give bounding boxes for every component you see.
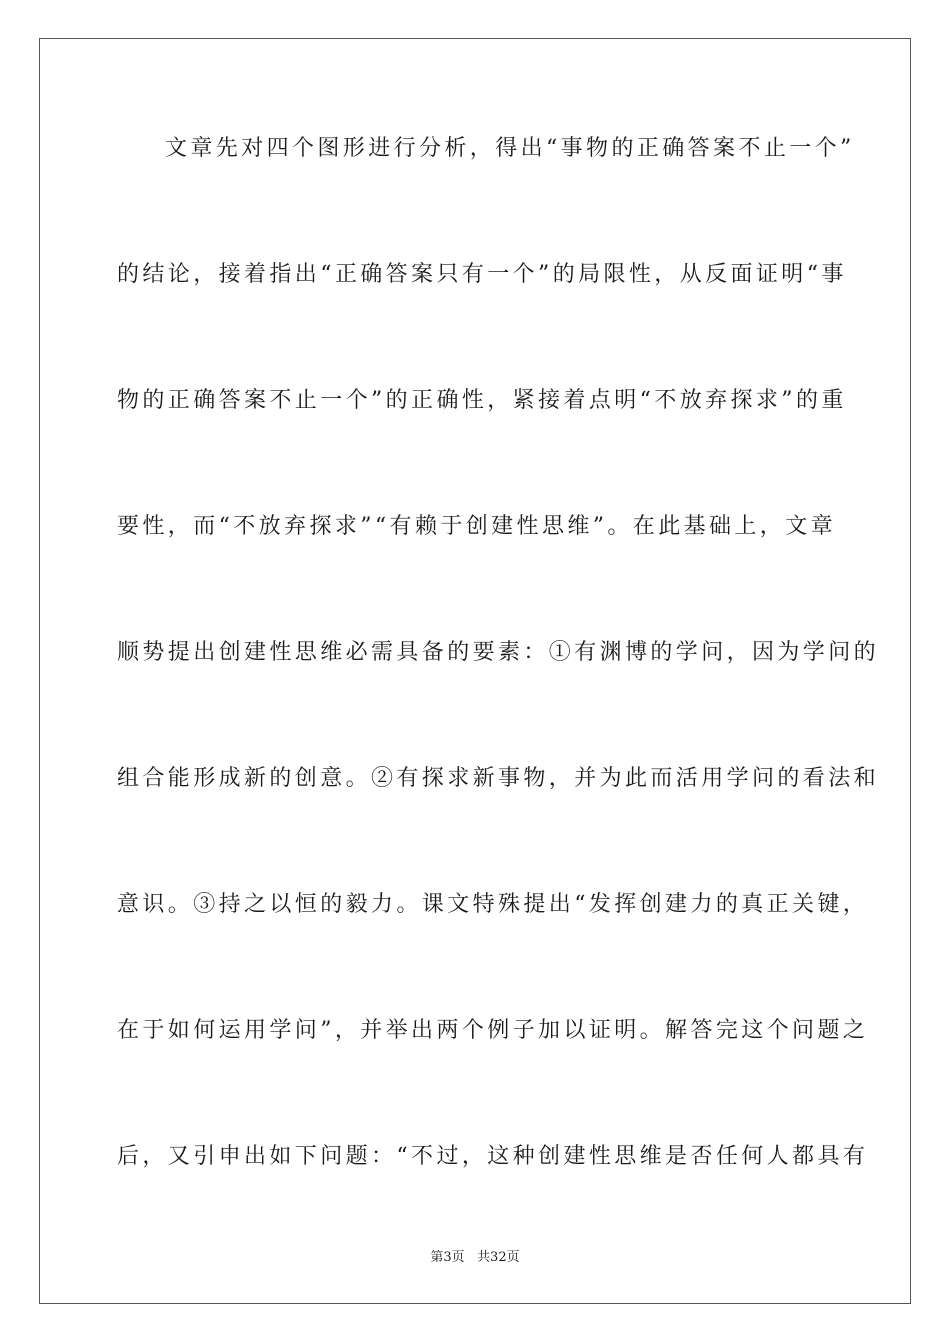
body-paragraph xyxy=(117,128,880,1262)
page-number-footer: 第3页 共32页 xyxy=(430,1250,520,1265)
paragraph-line-5: 顺势提出创建性思维必需具备的要素：①有渊博的学问，因为学问的 xyxy=(117,640,880,665)
paragraph-line-7: 意识。③持之以恒的毅力。课文特殊提出“发挥创建力的真正关键， xyxy=(117,892,869,917)
paragraph-line-1: 文章先对四个图形进行分析，得出“事物的正确答案不止一个” xyxy=(165,136,855,161)
paragraph-line-8: 在于如何运用学问”，并举出两个例子加以证明。解答完这个问题之 xyxy=(117,1018,869,1043)
paragraph-line-9: 后，又引申出如下问题：“不过，这种创建性思维是否任何人都具有 xyxy=(117,1144,869,1169)
paragraph-line-6: 组合能形成新的创意。②有探求新事物，并为此而活用学问的看法和 xyxy=(117,766,880,791)
paragraph-line-2: 的结论，接着指出“正确答案只有一个”的局限性，从反面证明“事 xyxy=(117,262,847,287)
paragraph-line-3: 物的正确答案不止一个”的正确性，紧接着点明“不放弃探求”的重 xyxy=(117,388,847,413)
paragraph-line-4: 要性，而“不放弃探求”“有赖于创建性思维”。在此基础上，文章 xyxy=(117,514,836,539)
